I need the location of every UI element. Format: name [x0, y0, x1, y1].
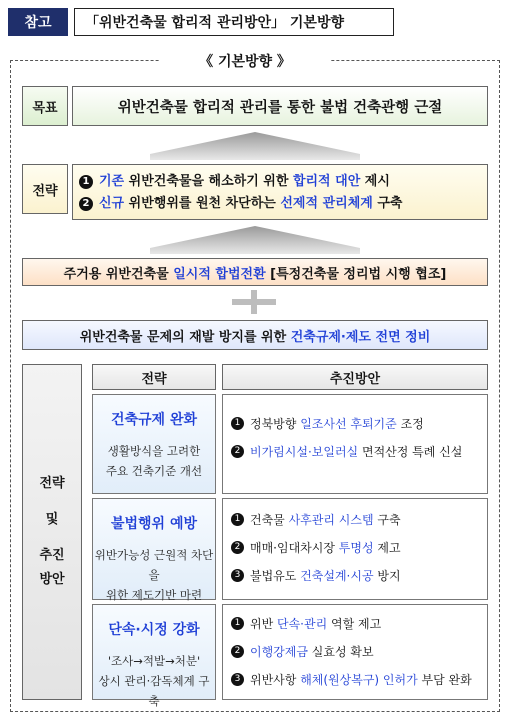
- numbered-item: [231, 437, 487, 465]
- strategy-item: [79, 171, 487, 193]
- housing-highlight: 일시적 합법전환: [173, 266, 266, 282]
- strategy-cell: [92, 604, 216, 708]
- item-text: 제시: [360, 174, 390, 189]
- number-circle-icon: 2: [231, 541, 244, 554]
- item-text: 제고: [373, 540, 401, 555]
- item-text: 구축: [372, 196, 403, 211]
- item-text: 조정: [396, 416, 424, 431]
- item-text: 위반: [250, 616, 277, 631]
- highlight-text: 선제적 관리체계: [280, 196, 373, 211]
- item-text: 구축: [373, 512, 401, 527]
- numbered-item: [79, 171, 487, 193]
- highlight-text: 이행강제금: [250, 644, 308, 659]
- item-text: 불법유도: [250, 568, 301, 583]
- strategy-desc-line: '조사→적발→처분': [107, 654, 201, 668]
- plus-icon: [232, 290, 276, 314]
- strategy-tag: 전략: [22, 164, 68, 214]
- item-text: 위반건축물을 해소하기 위한: [124, 174, 293, 189]
- number-circle-icon: 3: [231, 569, 244, 582]
- strategy-cell: [92, 394, 216, 494]
- prevention-text: 위반건축물 문제의 재발 방지를 위한: [79, 329, 291, 345]
- strategy-title: 단속·시정 강화: [108, 622, 200, 638]
- number-circle-icon: 2: [231, 645, 244, 658]
- housing-text-1: 주거용 위반건축물: [63, 266, 174, 282]
- column-header-action: 추진방안: [222, 364, 488, 390]
- item-text: 방지: [373, 568, 401, 583]
- side-label-line: 전략: [39, 476, 65, 491]
- numbered-item: [231, 409, 487, 437]
- number-circle-icon: 1: [231, 417, 244, 430]
- highlight-text: 투명성: [338, 540, 374, 555]
- highlight-text: 비가림시설·보일러실: [250, 444, 359, 459]
- column-header-strategy: 전략: [92, 364, 216, 390]
- recurrence-prevention-box: [22, 320, 488, 350]
- item-text: 위반사항: [250, 672, 301, 687]
- numbered-item: [79, 193, 487, 215]
- numbered-item: [231, 533, 487, 561]
- section-label: 《 기본방향 》: [160, 52, 330, 70]
- side-label-line: 및: [45, 512, 59, 527]
- strategy-desc: [93, 545, 215, 605]
- strategy-title: 건축규제 완화: [110, 412, 198, 428]
- header-title: 「위반건축물 합리적 관리방안」 기본방향: [74, 8, 394, 36]
- strategy-box: [72, 164, 488, 220]
- highlight-text: 해체(원상복구) 인허가: [300, 672, 418, 687]
- item-text: 면적산정 특례 신설: [358, 444, 463, 459]
- number-circle-icon: 1: [231, 513, 244, 526]
- numbered-item: [231, 561, 487, 589]
- action-cell: [222, 604, 488, 700]
- strategy-desc-line: 상시 관리·감독체계 구축: [98, 674, 210, 708]
- action-cell: [222, 498, 488, 600]
- numbered-item: [231, 637, 487, 665]
- strategy-desc-line: 주요 건축기준 개선: [105, 464, 203, 478]
- strategy-desc-line: 위한 제도기반 마련: [105, 588, 203, 602]
- housing-text-2: [특정건축물 정리법 시행 협조]: [265, 266, 447, 282]
- item-text: 건축물: [250, 512, 289, 527]
- goal-text: 위반건축물 합리적 관리를 통한 불법 건축관행 근절: [72, 86, 488, 126]
- strategy-desc: [93, 651, 215, 711]
- item-text: 매매·임대차시장: [250, 540, 339, 555]
- strategy-desc-line: 위반가능성 근원적 차단을: [94, 548, 214, 582]
- item-text: 역할 제고: [327, 616, 382, 631]
- side-label-line: 추진: [39, 548, 65, 563]
- reference-tag: 참고: [8, 8, 68, 36]
- up-arrow-icon: [150, 132, 360, 160]
- numbered-item: [231, 609, 487, 637]
- side-label-line: 방안: [39, 572, 65, 587]
- highlight-text: 건축설계·시공: [300, 568, 374, 583]
- item-text: 실효성 확보: [307, 644, 374, 659]
- strategy-item: [79, 193, 487, 215]
- strategy-desc-line: 생활방식을 고려한: [107, 444, 201, 458]
- strategy-cell: [92, 498, 216, 600]
- highlight-text: 일조사선 후퇴기준: [300, 416, 397, 431]
- number-circle-icon: 1: [231, 617, 244, 630]
- number-circle-icon: 3: [231, 673, 244, 686]
- numbered-item: [231, 505, 487, 533]
- highlight-text: 기존: [99, 174, 125, 189]
- housing-legalization-box: [22, 258, 488, 286]
- goal-tag: 목표: [22, 86, 68, 126]
- number-circle-icon: 1: [79, 175, 93, 189]
- table-side-label: [22, 364, 82, 700]
- number-circle-icon: 2: [79, 197, 93, 211]
- item-text: 부담 완화: [417, 672, 472, 687]
- action-cell: [222, 394, 488, 494]
- item-text: 위반행위를 원천 차단하는: [124, 196, 281, 211]
- up-arrow-icon: [150, 226, 360, 254]
- item-text: 정북방향: [250, 416, 301, 431]
- highlight-text: 신규: [99, 196, 125, 211]
- numbered-item: [231, 665, 487, 693]
- prevention-highlight: 건축규제·제도 전면 정비: [290, 329, 431, 345]
- highlight-text: 합리적 대안: [292, 174, 361, 189]
- highlight-text: 단속·관리: [277, 616, 328, 631]
- strategy-desc: [93, 441, 215, 481]
- number-circle-icon: 2: [231, 445, 244, 458]
- highlight-text: 사후관리 시스템: [288, 512, 374, 527]
- strategy-title: 불법행위 예방: [110, 516, 198, 532]
